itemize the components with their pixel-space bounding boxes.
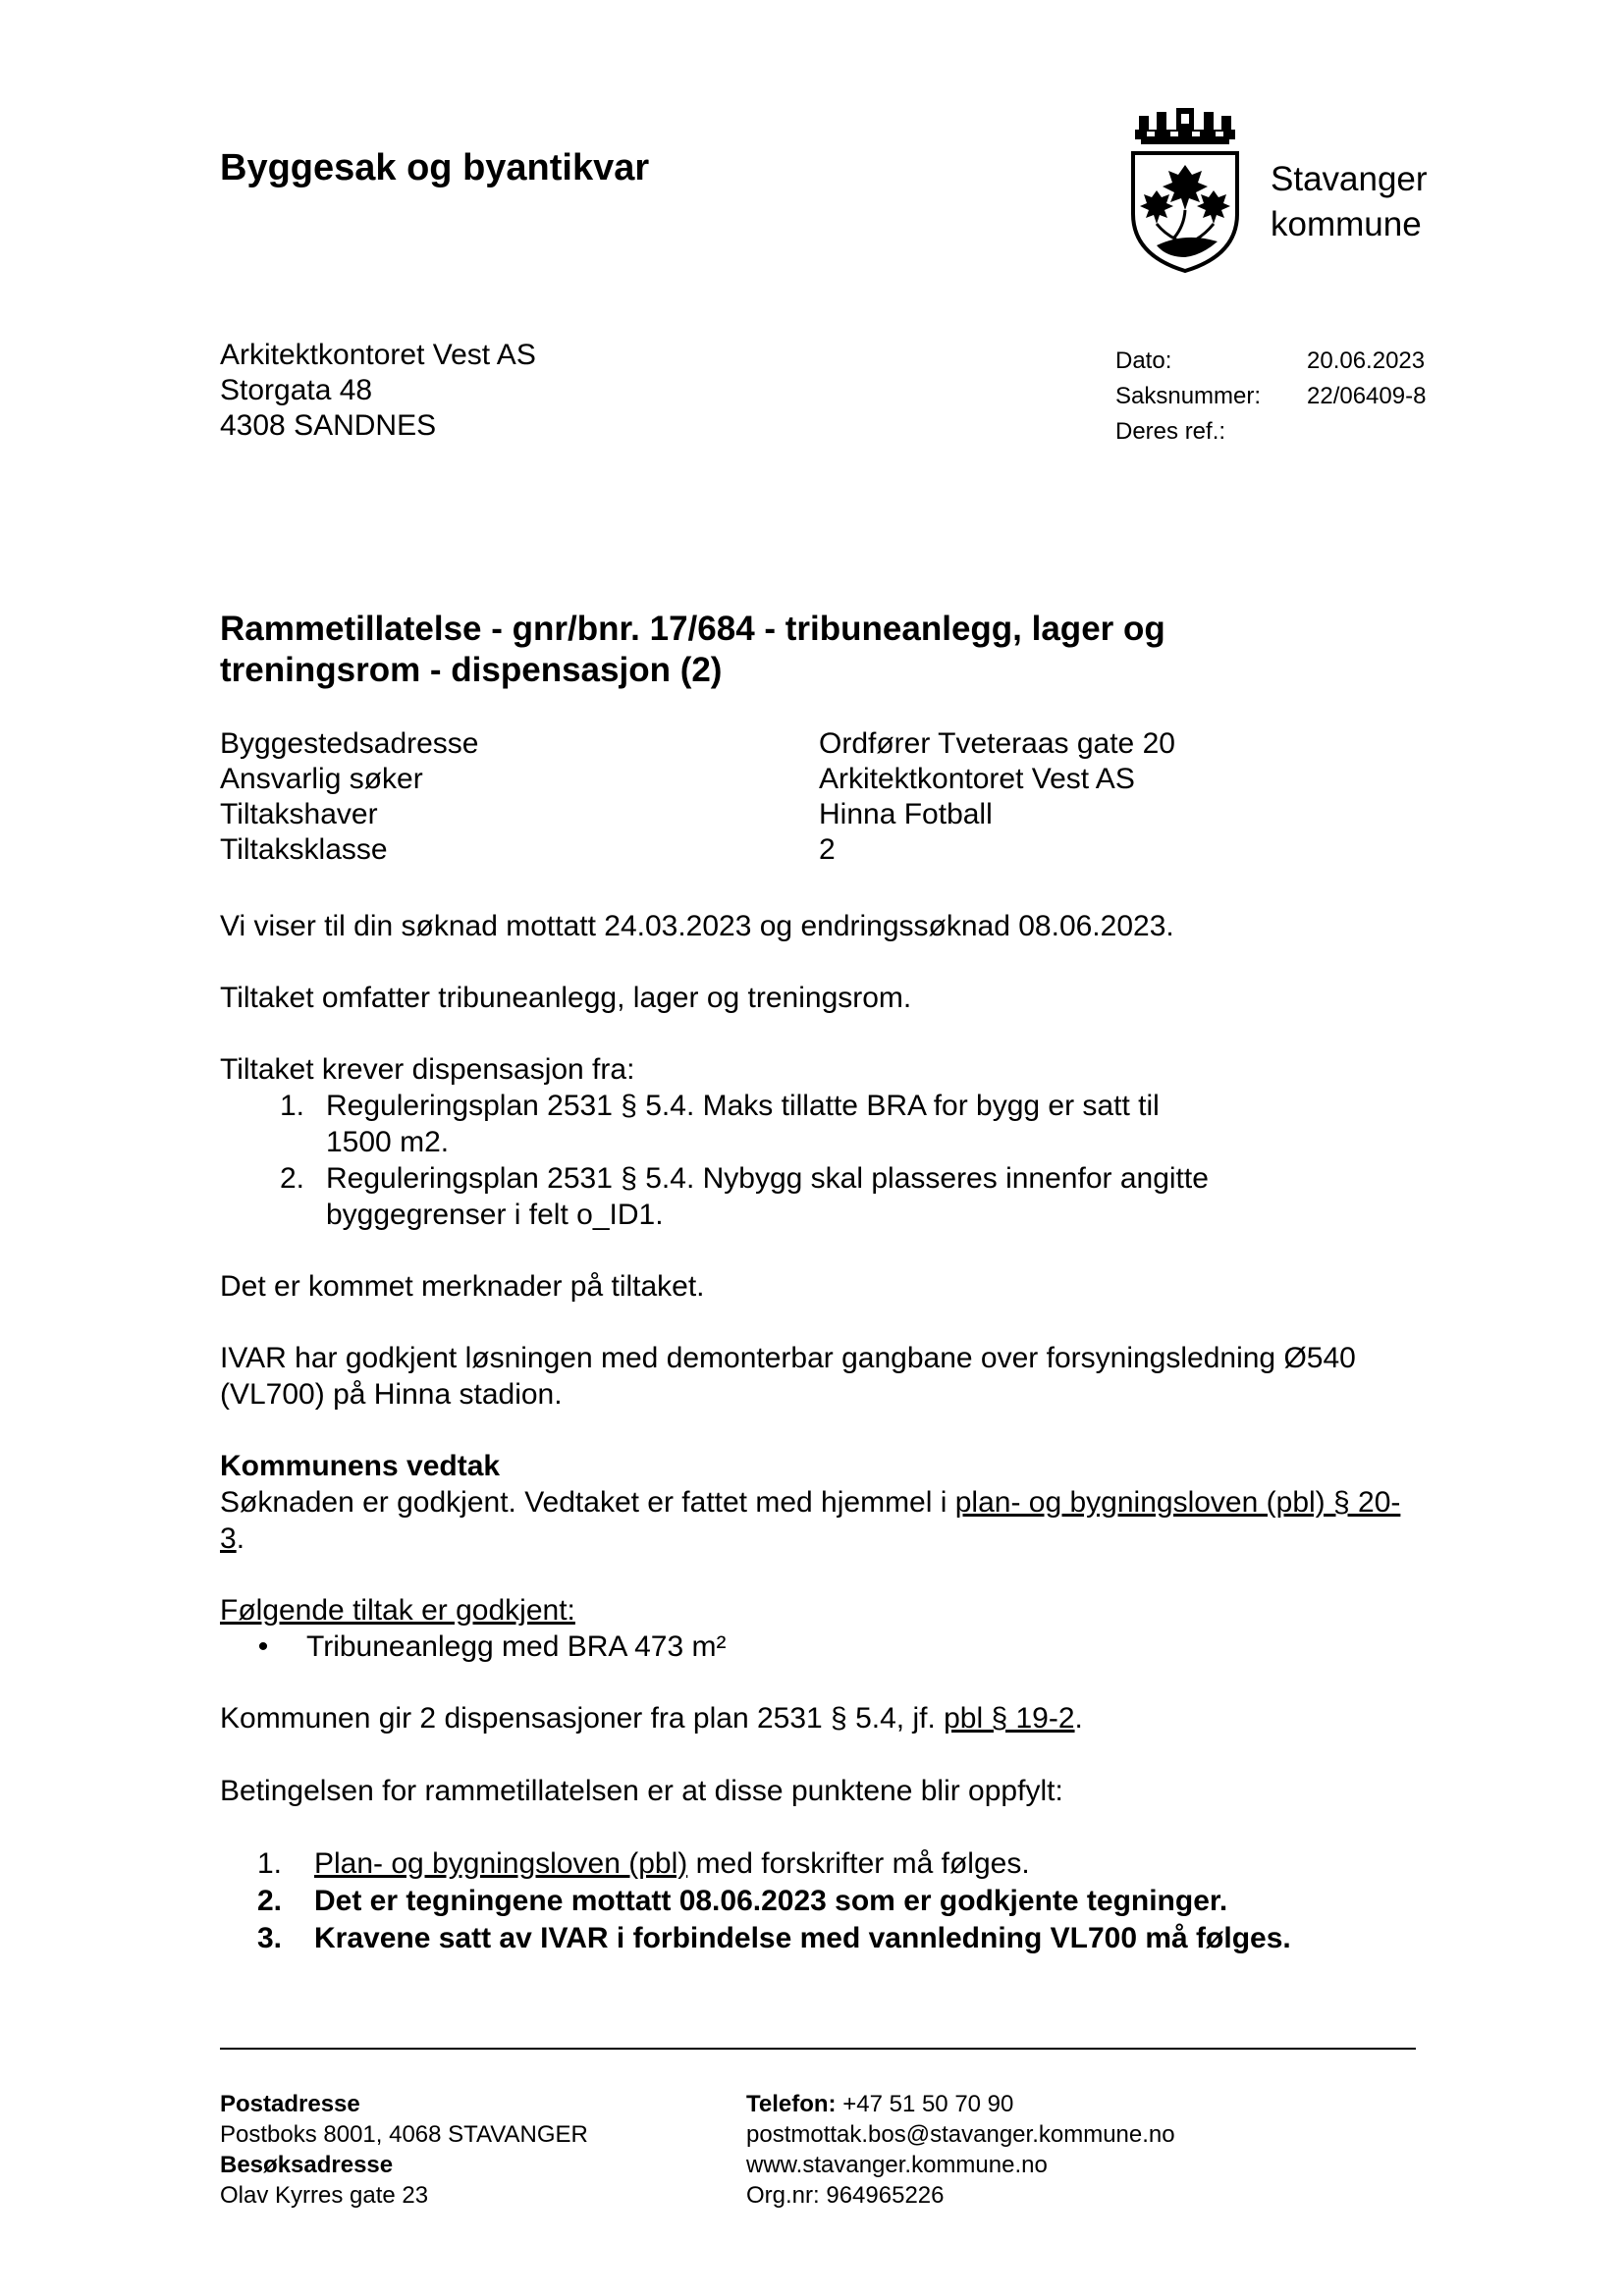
footer-visit-value: Olav Kyrres gate 23 [220,2182,429,2209]
list-number: 2. [279,1162,304,1195]
fact-label: Ansvarlig søker [220,763,423,795]
meta-label: Deres ref.: [1115,418,1226,445]
fact-value: 2 [819,833,836,866]
fact-row [220,832,1175,868]
approved-item: Tribuneanlegg med BRA 473 m² [306,1630,727,1663]
paragraph-remarks: Det er kommet merknader på tiltaket. [220,1270,705,1303]
pbl-link[interactable]: Plan- og bygningsloven (pbl) [314,1847,688,1880]
paragraph-scope: Tiltaket omfatter tribuneanlegg, lager og treningsrom. [220,982,912,1014]
footer-email[interactable]: postmottak.bos@stavanger.kommune.no [746,2121,1175,2148]
vedtak-text: Søknaden er godkjent. Vedtaket er fattet med hjemmel i [220,1486,955,1519]
disp-text: Kommunen gir 2 dispensasjoner fra plan 2531 § 5.4, jf. [220,1702,945,1735]
recipient-name: Arkitektkontoret Vest AS [220,339,536,371]
footer-phone [746,2089,1175,2119]
list-text: 1500 m2. [326,1126,450,1158]
org-name-line2: kommune [1271,205,1422,243]
meta-value: 20.06.2023 [1307,347,1426,374]
bullet-icon: • [257,1630,269,1663]
letter-meta [1115,344,1426,450]
footer-web[interactable]: www.stavanger.kommune.no [746,2152,1048,2178]
department-title: Byggesak og byantikvar [220,147,650,188]
footer-phone-value: +47 51 50 70 90 [836,2091,1014,2117]
pbl-20-3-link[interactable]: plan- og bygningsloven (pbl) § 20- [954,1486,1401,1519]
meta-value: 22/06409-8 [1307,383,1427,409]
paragraph-vedtak [220,1484,1408,1557]
meta-row-case-number [1115,379,1426,414]
list-item [220,1629,1418,1665]
list-text: Reguleringsplan 2531 § 5.4. Maks tillatte BRA for bygg er satt til [326,1090,1160,1122]
paragraph-line: IVAR har godkjent løsningen med demonterbar gangbane over forsyningsledning Ø540 [220,1342,1356,1374]
recipient-street: Storgata 48 [220,374,373,406]
dispensation-list [220,1088,1398,1233]
paragraph-ivar [220,1340,1418,1413]
vedtak-heading: Kommunens vedtak [220,1450,501,1482]
footer-divider [220,2048,1416,2050]
fact-label: Byggestedsadresse [220,727,479,760]
paragraph-application-reference: Vi viser til din søknad mottatt 24.03.2023 og endringssøknad 08.06.2023. [220,910,1174,942]
recipient-postal: 4308 SANDNES [220,409,437,442]
paragraph-line: (VL700) på Hinna stadion. [220,1378,563,1411]
footer-address-column [220,2089,588,2211]
pbl-20-3-link-continued[interactable]: 3 [220,1522,237,1555]
list-text: Kravene satt av IVAR i forbindelse med vannledning VL700 må følges. [314,1922,1291,1954]
list-number: 1. [257,1847,283,1880]
vedtak-end: . [236,1522,245,1555]
recipient-address [220,338,536,444]
case-facts [220,726,1175,868]
letter-subject [220,609,1428,691]
footer-post-value: Postboks 8001, 4068 STAVANGER [220,2121,588,2148]
list-item [220,1088,1398,1160]
list-item [220,1883,1291,1920]
paragraph-dispensations-granted [220,1700,1418,1736]
conditions-list [220,1845,1291,1957]
subject-line1: Rammetillatelse - gnr/bnr. 17/684 - tribuneanlegg, lager og [220,610,1165,648]
stavanger-coat-of-arms-logo [1127,108,1243,275]
approved-list [220,1629,1418,1665]
fact-value: Arkitektkontoret Vest AS [819,763,1135,795]
fact-row [220,797,1175,832]
list-text: byggegrenser i felt o_ID1. [326,1199,664,1231]
footer-post-label: Postadresse [220,2091,360,2117]
fact-label: Tiltakshaver [220,798,378,830]
paragraph-dispensation-intro: Tiltaket krever dispensasjon fra: [220,1053,635,1086]
organization-name [1271,157,1428,247]
list-text: Det er tegningene mottatt 08.06.2023 som er godkjente tegninger. [314,1885,1228,1917]
fact-row [220,726,1175,762]
list-item [220,1920,1291,1957]
disp-end: . [1074,1702,1083,1735]
fact-value: Hinna Fotball [819,798,993,830]
org-name-line1: Stavanger [1271,160,1428,198]
footer-orgnr: Org.nr: 964965226 [746,2182,945,2209]
list-number: 2. [257,1885,283,1917]
subject-line2: treningsrom - dispensasjon (2) [220,651,723,689]
pbl-19-2-link[interactable]: pbl § 19-2 [944,1702,1075,1735]
meta-label: Dato: [1115,347,1172,374]
footer-contact-column [746,2089,1175,2211]
list-number: 3. [257,1922,283,1954]
list-item [220,1160,1398,1233]
meta-row-your-ref [1115,414,1426,450]
footer-visit-label: Besøksadresse [220,2152,394,2178]
list-text: med forskrifter må følges. [687,1847,1030,1880]
fact-label: Tiltaksklasse [220,833,388,866]
approved-heading: Følgende tiltak er godkjent: [220,1594,575,1627]
footer-phone-label: Telefon: [746,2091,837,2117]
paragraph-conditions-intro: Betingelsen for rammetillatelsen er at disse punktene blir oppfylt: [220,1775,1063,1807]
list-number: 1. [279,1090,304,1122]
meta-label: Saksnummer: [1115,383,1262,409]
fact-row [220,762,1175,797]
list-item [220,1845,1291,1883]
meta-row-date [1115,344,1426,379]
list-text: Reguleringsplan 2531 § 5.4. Nybygg skal plasseres innenfor angitte [326,1162,1209,1195]
fact-value: Ordfører Tveteraas gate 20 [819,727,1175,760]
